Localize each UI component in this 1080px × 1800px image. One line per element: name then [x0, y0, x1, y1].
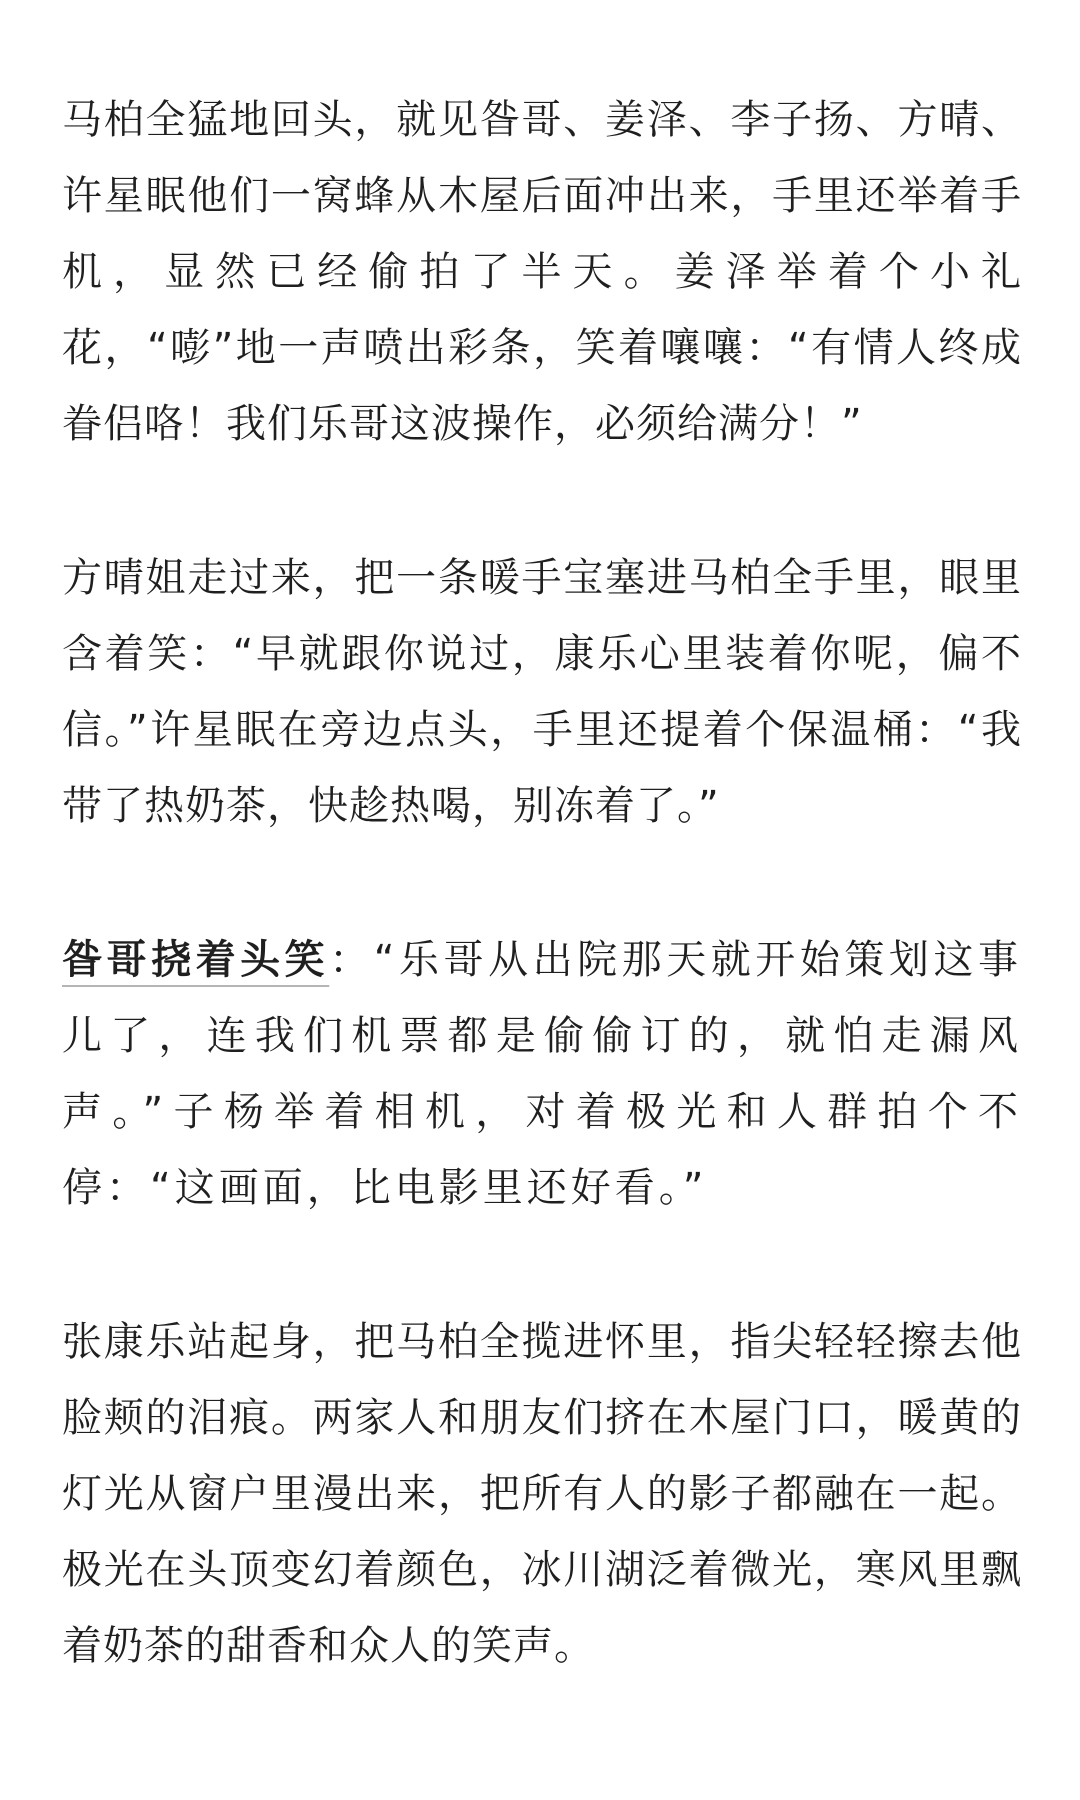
character-link[interactable]: 昝哥挠着头笑: [62, 937, 330, 983]
paragraph-1: 马柏全猛地回头，就见昝哥、姜泽、李子扬、方晴、许星眠他们一窝蜂从木屋后面冲出来，手里还举着手机，显然已经偷拍了半天。姜泽举着个小礼花，“嘭”地一声喷出彩条，笑着嚷嚷：“有情人终成眷侣咯！我们乐哥这波操作，必须给满分！”: [62, 97, 1022, 447]
paragraph-3: [62, 922, 1022, 1226]
paragraph-2: 方晴姐走过来，把一条暖手宝塞进马柏全手里，眼里含着笑：“早就跟你说过，康乐心里装着你呢，偏不信。”许星眠在旁边点头，手里还提着个保温桶：“我带了热奶茶，快趁热喝，别冻着了。”: [62, 555, 1022, 829]
article-body: [62, 82, 1022, 1762]
paragraph-4: 张康乐站起身，把马柏全揽进怀里，指尖轻轻擦去他脸颊的泪痕。两家人和朋友们挤在木屋门口，暖黄的灯光从窗户里漫出来，把所有人的影子都融在一起。极光在头顶变幻着颜色，冰川湖泛着微光，寒风里飘着奶茶的甜香和众人的笑声。: [62, 1319, 1022, 1669]
paragraph-3-text: ：“乐哥从出院那天就开始策划这事儿了，连我们机票都是偷偷订的，就怕走漏风声。”子杨举着相机，对着极光和人群拍个不停：“这画面，比电影里还好看。”: [62, 937, 1022, 1211]
